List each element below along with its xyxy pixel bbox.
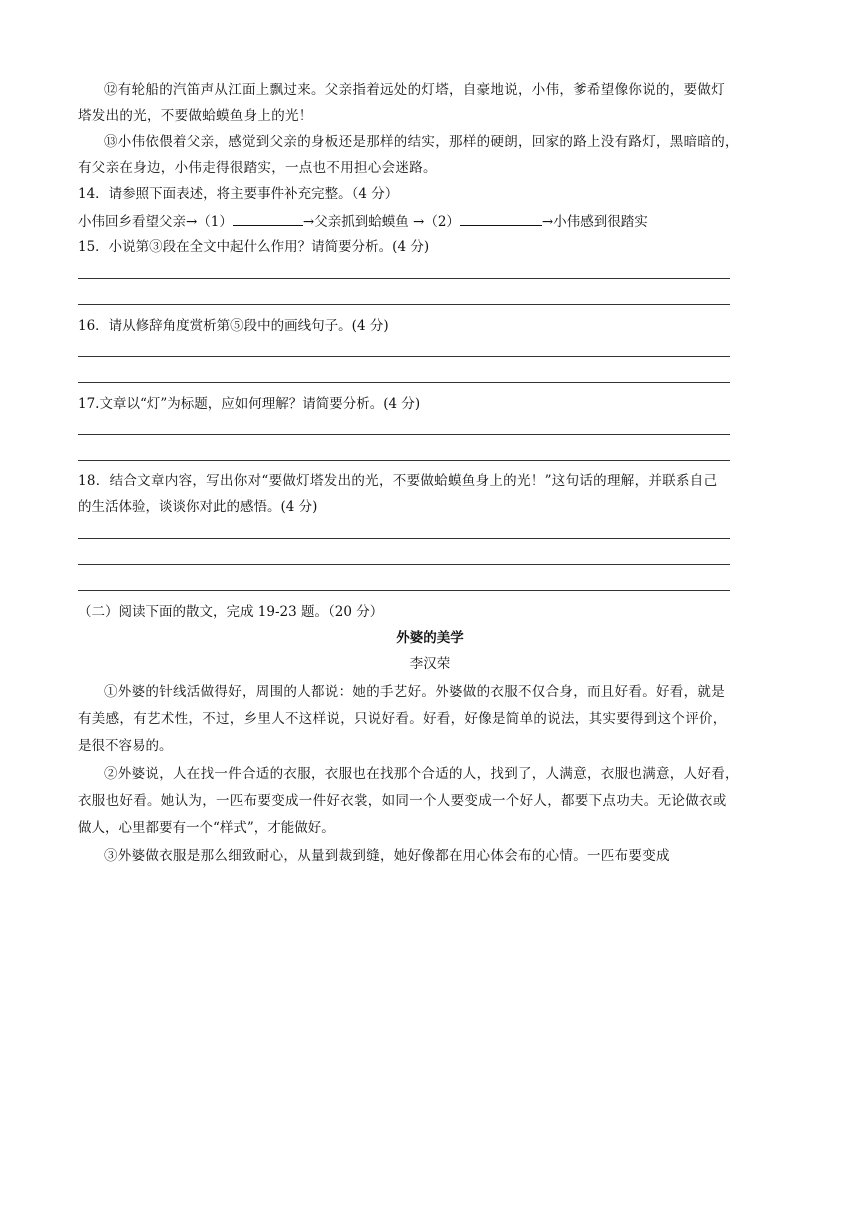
answer-line[interactable] xyxy=(78,382,730,383)
answer-line[interactable] xyxy=(78,460,730,461)
question-15: 15．小说第③段在全文中起什么作用？请简要分析。(4 分) xyxy=(78,239,430,255)
answer-line[interactable] xyxy=(78,304,730,305)
essay-paragraph-3-line-1: ③外婆做衣服是那么细致耐心，从量到裁到缝，她好像都在用心体会布的心情。一匹布要变成 xyxy=(104,848,670,864)
essay-paragraph-1-line-2: 有美感，有艺术性，不过，乡里人不这样说，只说好看。好看，好像是简单的说法，其实要得到这个评价， xyxy=(78,711,727,727)
essay-paragraph-2-line-3: 做人，心里都要有一个“样式”，才能做好。 xyxy=(78,820,335,836)
essay-paragraph-2-line-2: 衣服也好看。她认为，一匹布要变成一件好衣裳，如同一个人要变成一个好人，都要下点功夫。无论做衣或 xyxy=(78,793,727,809)
flow-start: 小伟回乡看望父亲→（1） xyxy=(78,214,233,230)
paragraph-12-line-2: 塔发出的光，不要做蛤蟆鱼身上的光！ xyxy=(78,108,313,124)
question-14: 14．请参照下面表述，将主要事件补充完整。（4 分） xyxy=(78,186,399,202)
answer-line[interactable] xyxy=(78,356,730,357)
question-14-flow xyxy=(78,211,648,232)
question-17: 17.文章以“灯”为标题，应如何理解？请简要分析。(4 分) xyxy=(78,396,421,412)
answer-line[interactable] xyxy=(78,278,730,279)
answer-line[interactable] xyxy=(78,434,730,435)
answer-blank-2[interactable] xyxy=(460,211,542,226)
question-18-line-2: 的生活体验，谈谈你对此的感悟。(4 分) xyxy=(78,499,318,515)
answer-line[interactable] xyxy=(78,538,730,539)
essay-paragraph-1-line-3: 是很不容易的。 xyxy=(78,738,173,754)
essay-paragraph-1-line-1: ①外婆的针线活做得好，周围的人都说：她的手艺好。外婆做的衣服不仅合身，而且好看。好看，就是 xyxy=(104,684,725,700)
flow-mid: →父亲抓到蛤蟆鱼 →（2） xyxy=(302,214,460,230)
answer-line[interactable] xyxy=(78,590,730,591)
question-16: 16．请从修辞角度赏析第⑤段中的画线句子。(4 分) xyxy=(78,318,389,334)
answer-blank-1[interactable] xyxy=(233,211,303,226)
paragraph-12-line-1: ⑫有轮船的汽笛声从江面上飘过来。父亲指着远处的灯塔，自豪地说，小伟，爹希望像你说的，要做灯 xyxy=(104,82,725,98)
essay-author: 李汉荣 xyxy=(409,656,451,672)
paragraph-13-line-2: 有父亲在身边，小伟走得很踏实，一点也不用担心会迷路。 xyxy=(78,160,437,176)
paragraph-13-line-1: ⑬小伟依偎着父亲，感觉到父亲的身板还是那样的结实，那样的硬朗，回家的路上没有路灯，黑暗暗的， xyxy=(104,134,739,150)
essay-title: 外婆的美学 xyxy=(396,630,464,646)
question-18-line-1: 18．结合文章内容，写出你对“要做灯塔发出的光，不要做蛤蟆鱼身上的光！”这句话的理解，并联系自己 xyxy=(78,473,718,489)
flow-end: →小伟感到很踏实 xyxy=(541,214,648,230)
answer-line[interactable] xyxy=(78,564,730,565)
section-2-heading: （二）阅读下面的散文，完成 19-23 题。（20 分） xyxy=(78,604,384,620)
essay-paragraph-2-line-1: ②外婆说，人在找一件合适的衣服，衣服也在找那个合适的人，找到了，人满意，衣服也满意，人好看， xyxy=(104,766,739,782)
